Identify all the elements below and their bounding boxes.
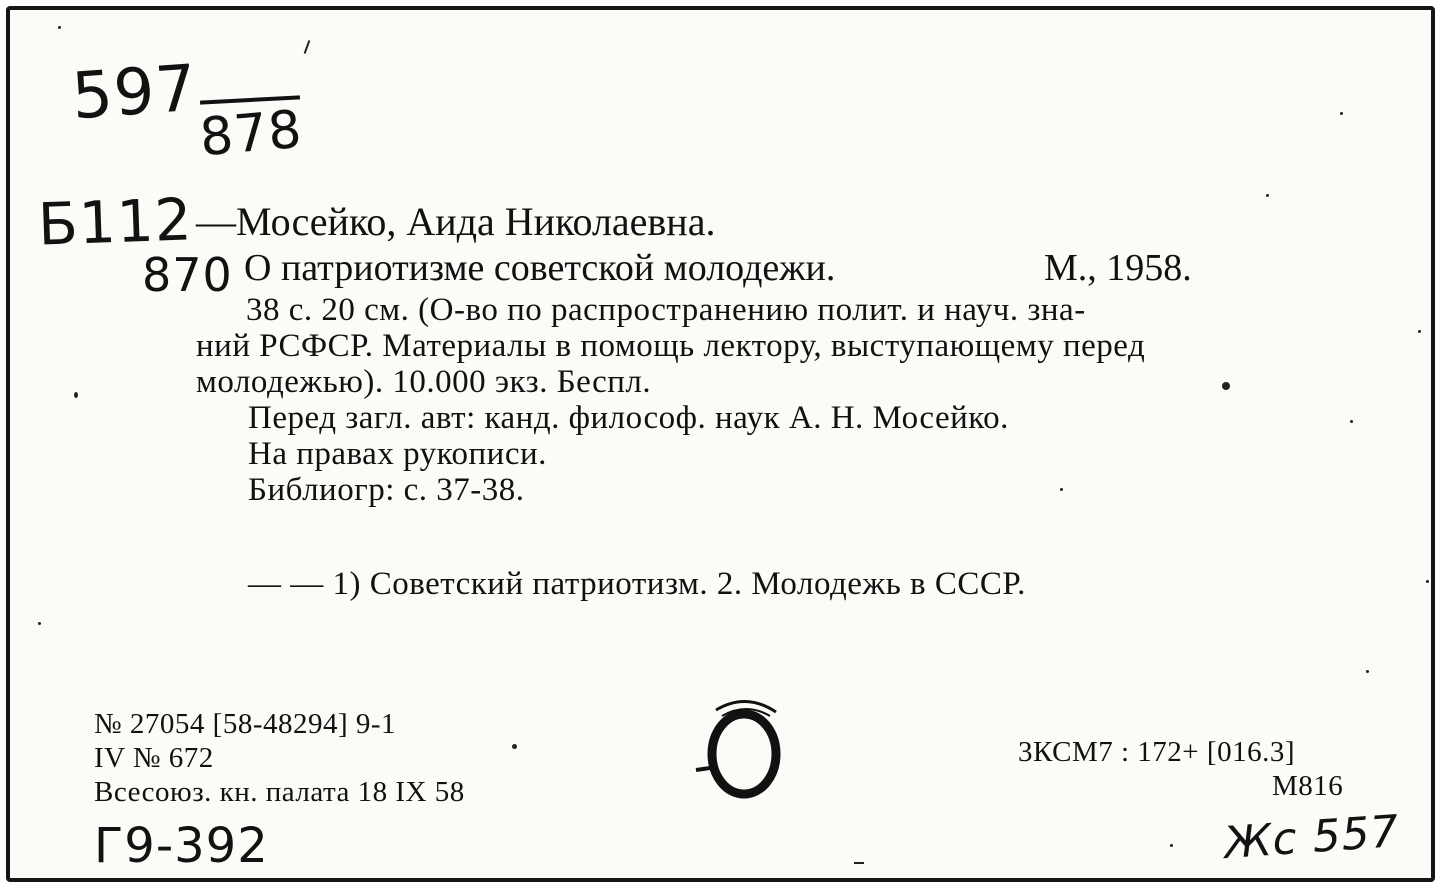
scan-speck — [1366, 670, 1369, 673]
description-line-3: молодежью). 10.000 экз. Беспл. — [196, 364, 652, 400]
imprint: М., 1958. — [1044, 247, 1192, 289]
shelf-mark-top: 597 — [69, 51, 200, 135]
description-line-2: ний РСФСР. Материалы в помощь лектору, выступающему перед — [196, 328, 1146, 364]
footer-classification: 3КСМ7 : 172+ [016.3] — [1018, 736, 1295, 768]
note-manuscript-rights: На правах рукописи. — [248, 436, 547, 472]
footer-chamber-date: Всесоюз. кн. палата 18 IX 58 — [94, 776, 465, 808]
scan-speck — [512, 744, 517, 749]
scan-speck — [1418, 330, 1421, 333]
footer-author-mark: М816 — [1272, 770, 1344, 802]
shelf-mark-bottom: 878 — [197, 99, 305, 169]
footer-record-number: № 27054 [58-48294] 9-1 — [94, 708, 397, 740]
scan-speck — [854, 862, 864, 864]
catalog-card — [6, 6, 1435, 882]
footer-series-number: IV № 672 — [94, 742, 214, 774]
scan-speck — [38, 622, 41, 625]
inventory-number-left: Г9-392 — [94, 818, 269, 874]
note-author-credentials: Перед загл. авт: канд. философ. наук А. Н. Мосейко. — [248, 400, 1009, 436]
scan-speck — [74, 392, 78, 398]
classification-code-handwritten: Б112 — [36, 185, 194, 259]
scan-speck — [1060, 488, 1063, 491]
scan-speck — [1426, 580, 1429, 583]
scan-speck — [304, 40, 311, 54]
scan-speck — [58, 26, 61, 29]
description-line-1: 38 с. 20 см. (О-во по распространению полит. и науч. зна- — [246, 292, 1086, 328]
subject-headings: — — 1) Советский патриотизм. 2. Молодежь в СССР. — [248, 566, 1026, 602]
note-bibliography: Библиогр: с. 37-38. — [248, 472, 525, 508]
stamp-circle — [694, 694, 794, 804]
scan-speck — [1266, 194, 1269, 197]
scan-speck — [1340, 112, 1343, 115]
scan-speck — [1170, 844, 1173, 847]
classification-code-sub: 870 — [142, 248, 233, 302]
inventory-number-right: Жс 557 — [1222, 805, 1402, 870]
title-line: О патриотизме советской молодежи. — [244, 247, 836, 289]
author-heading: —Мосейко, Аида Николаевна. — [196, 199, 716, 244]
scan-speck — [1222, 382, 1230, 390]
scan-speck — [1350, 420, 1353, 423]
